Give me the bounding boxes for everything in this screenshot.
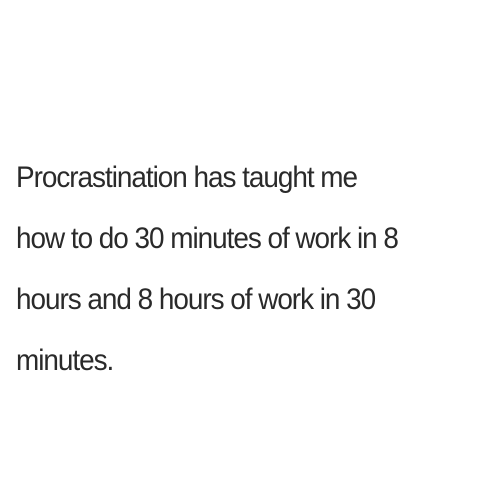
- quote-line-1: Procrastination has taught me: [16, 161, 357, 194]
- quote-line-2: how to do 30 minutes of work in 8: [16, 222, 398, 255]
- quote-line-3: hours and 8 hours of work in 30: [16, 283, 376, 316]
- quote-text: [16, 147, 444, 391]
- quote-line-4: minutes.: [16, 344, 114, 377]
